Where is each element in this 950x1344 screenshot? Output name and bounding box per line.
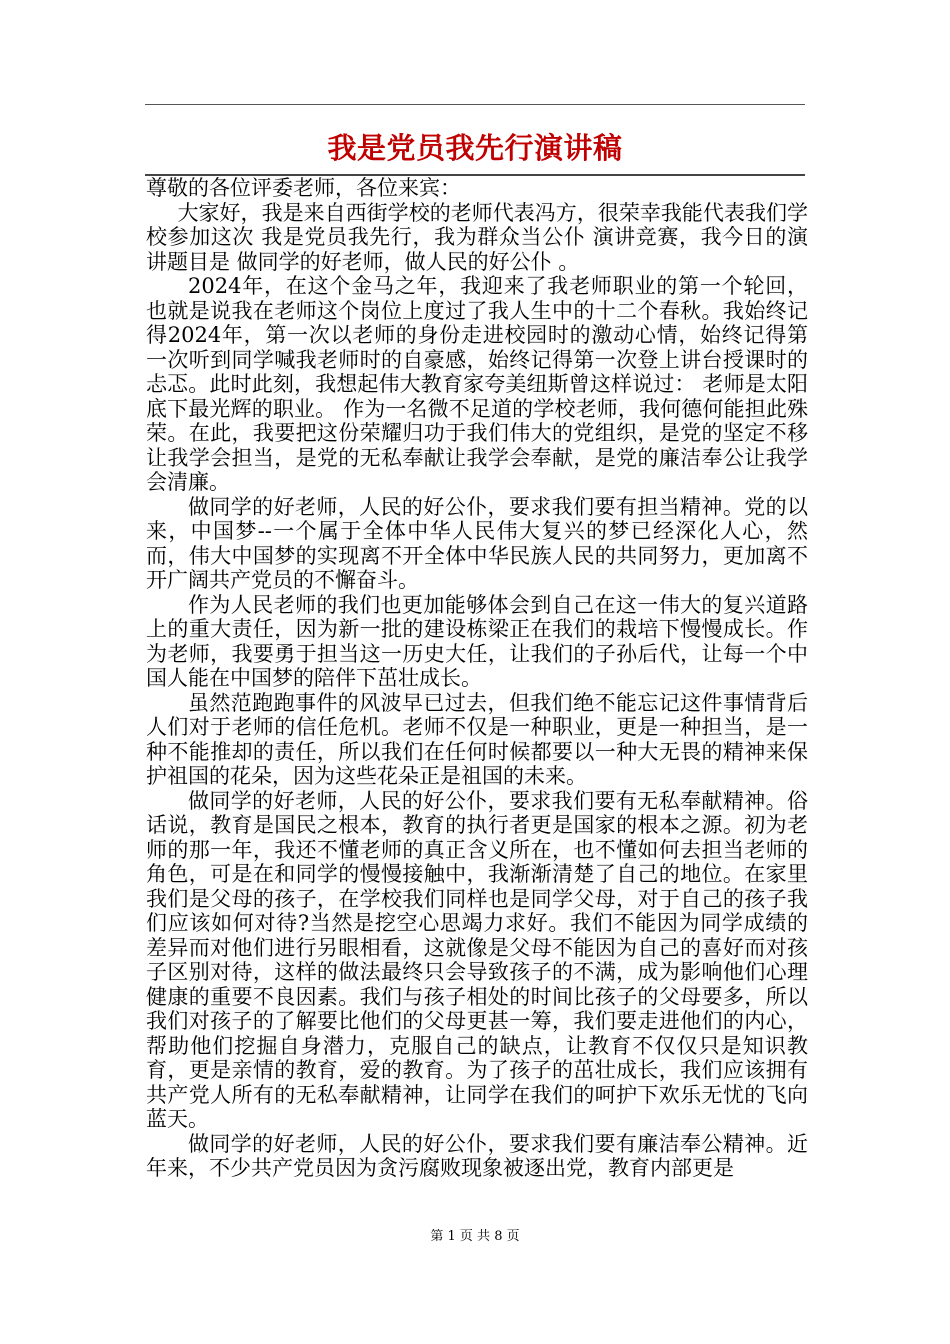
body-paragraph-4: 作为人民老师的我们也更加能够体会到自己在这一伟大的复兴道路上的重大责任，因为新一批的建设栋梁正在我们的栽培下慢慢成长。作为老师，我要勇于担当这一历史大任，让我们的子孙后代，让每一个中国人能在中国梦的陪伴下茁壮成长。 [146, 592, 808, 690]
body-paragraph-3: 做同学的好老师，人民的好公仆，要求我们要有担当精神。党的以来，中国梦--一个属于全体中华人民伟大复兴的梦已经深化人心，然而，伟大中国梦的实现离不开全体中华民族人民的共同努力，更加离不开广阔共产党员的不懈奋斗。 [146, 494, 808, 592]
document-title: 我是党员我先行演讲稿 [327, 131, 623, 165]
body-paragraph-2: 2024年，在这个金马之年，我迎来了我老师职业的第一个轮回，也就是说我在老师这个岗位上度过了我人生中的十二个春秋。我始终记得2024年，第一次以老师的身份走进校园时的激动心情，始终记得第一次听到同学喊我老师时的自豪感，始终记得第一次登上讲台授课时的忐忑。此时此刻，我想起伟大教育家夸美纽斯曾这样说过： 老师是太阳底下最光辉的职业。 作为一名微不足道的学校老师，我何德何能担此殊荣。在此，我要把这份荣耀归功于我们伟大的党组织，是党的坚定不移让我学会担当，是党的无私奉献让我学会奉献，是党的廉洁奉公让我学会清廉。 [146, 274, 808, 494]
salutation-paragraph: 尊敬的各位评委老师，各位来宾： [146, 176, 461, 200]
page-number-footer: 第 1 页 共 8 页 [430, 1229, 520, 1244]
body-paragraph-6: 做同学的好老师，人民的好公仆，要求我们要有无私奉献精神。俗话说，教育是国民之根本，教育的执行者更是国家的根本之源。初为老师的那一年，我还不懂老师的真正含义所在，也不懂如何去担当老师的角色，可是在和同学的慢慢接触中，我渐渐清楚了自己的地位。在家里我们是父母的孩子，在学校我们同样也是同学父母，对于自己的孩子我们应该如何对待?当然是挖空心思竭力求好。我们不能因为同学成绩的差异而对他们进行另眼相看，这就像是父母不能因为自己的喜好而对孩子区别对待，这样的做法最终只会导致孩子的不满，成为影响他们心理健康的重要不良因素。我们与孩子相处的时间比孩子的父母要多，所以我们对孩子的了解要比他们的父母更甚一筹，我们要走进他们的内心，帮助他们挖掘自身潜力，克服自己的缺点，让教育不仅仅只是知识教育，更是亲情的教育，爱的教育。为了孩子的茁壮成长，我们应该拥有共产党人所有的无私奉献精神，让同学在我们的呵护下欢乐无忧的飞向蓝天。 [146, 788, 808, 1131]
body-paragraph-1: 大家好，我是来自西街学校的老师代表冯方，很荣幸我能代表我们学校参加这次 我是党员我先行，我为群众当公仆 演讲竞赛，我今日的演讲题目是 做同学的好老师，做人民的好公仆 。 [146, 200, 808, 274]
body-paragraph-5: 虽然范跑跑事件的风波早已过去，但我们绝不能忘记这件事情背后人们对于老师的信任危机。老师不仅是一种职业，更是一种担当，是一种不能推却的责任，所以我们在任何时候都要以一种大无畏的精神来保护祖国的花朵，因为这些花朵正是祖国的未来。 [146, 690, 808, 788]
body-paragraph-7: 做同学的好老师，人民的好公仆，要求我们要有廉洁奉公精神。近年来，不少共产党员因为贪污腐败现象被逐出党，教育内部更是 [146, 1131, 808, 1180]
document-body [146, 176, 808, 1181]
header-rule [145, 104, 805, 105]
